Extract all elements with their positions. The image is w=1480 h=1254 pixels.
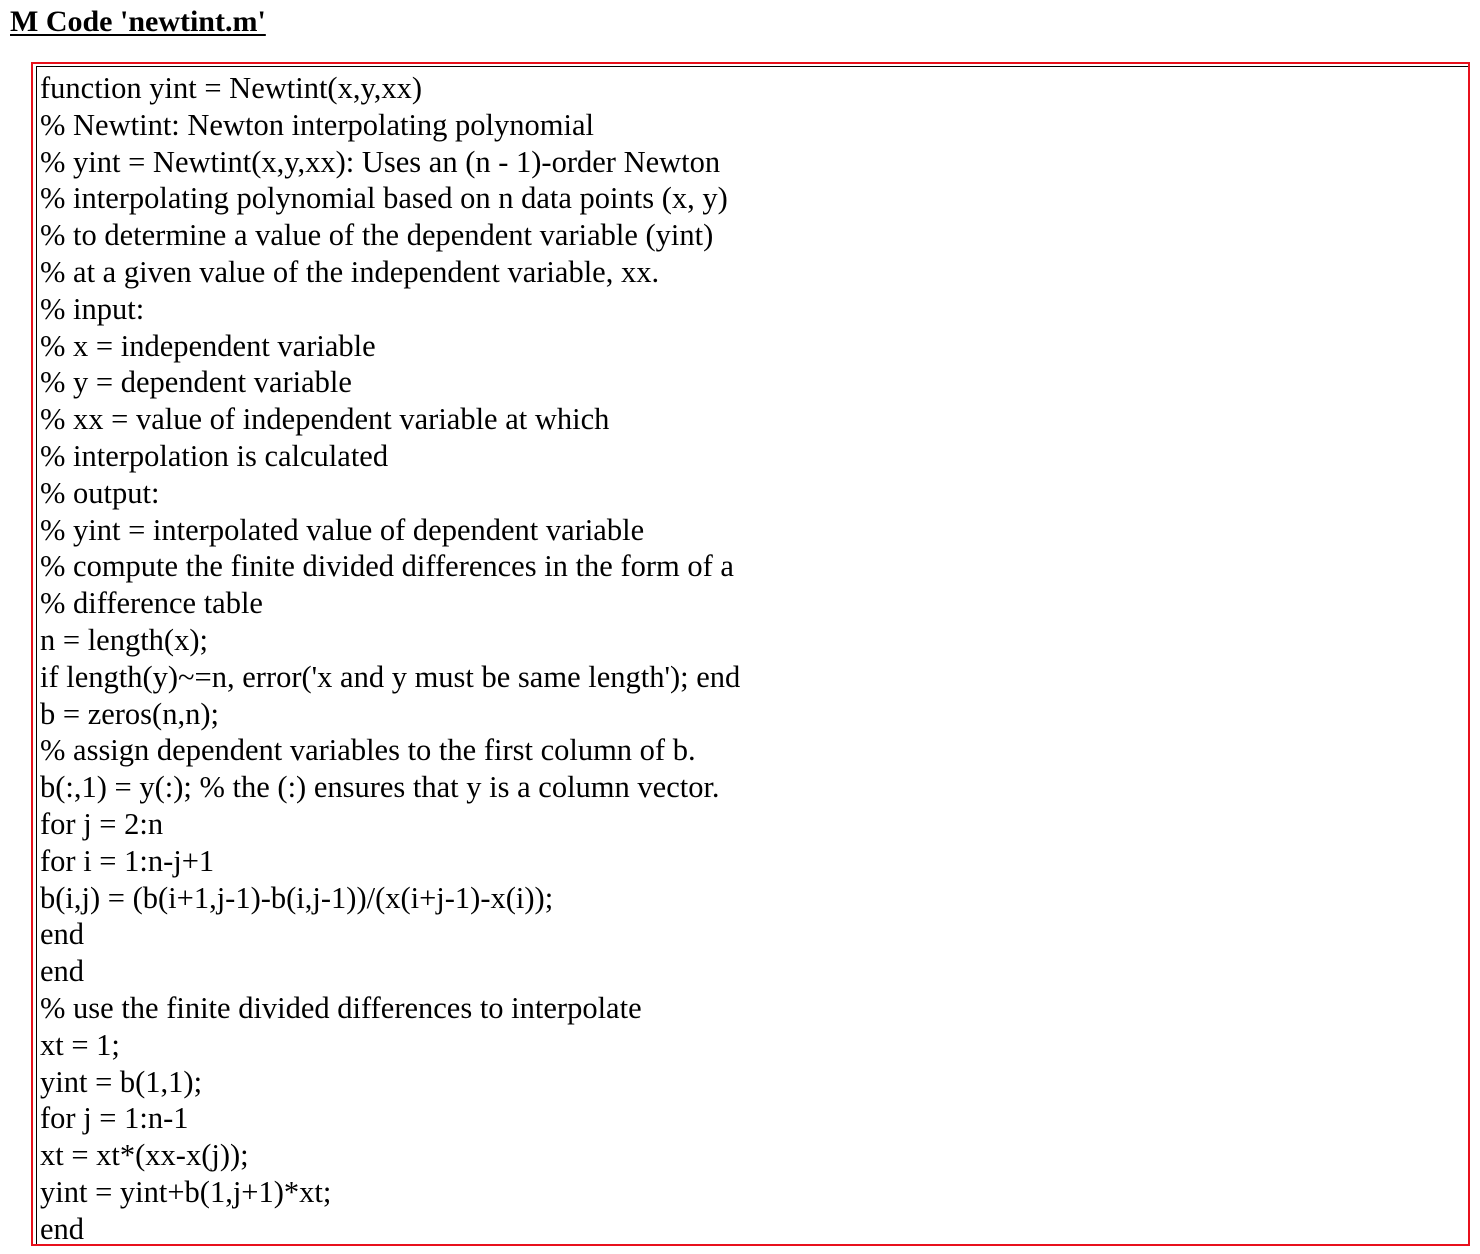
code-line: % input:: [40, 291, 145, 326]
code-line: % use the finite divided differences to interpolate: [40, 990, 642, 1025]
page-title: M Code 'newtint.m': [10, 5, 266, 38]
code-line: % y = dependent variable: [40, 365, 352, 400]
code-listing-box: [31, 62, 1470, 1246]
code-line: % interpolation is calculated: [40, 438, 389, 473]
code-line: % to determine a value of the dependent variable (yint): [40, 218, 714, 253]
code-line: xt = xt*(xx-x(j));: [40, 1138, 249, 1173]
code-lines: [40, 70, 740, 1248]
code-line: end: [40, 1211, 85, 1246]
code-line: yint = yint+b(1,j+1)*xt;: [40, 1174, 332, 1209]
code-line: b = zeros(n,n);: [40, 696, 219, 731]
code-line: for j = 1:n-1: [40, 1101, 189, 1136]
code-line: end: [40, 954, 85, 989]
code-line: % yint = interpolated value of dependent variable: [40, 512, 645, 547]
code-line: n = length(x);: [40, 622, 208, 657]
code-listing-inner-frame: [36, 66, 1468, 1244]
code-line: b(:,1) = y(:); % the (:) ensures that y is a column vector.: [40, 770, 720, 805]
code-line: % x = independent variable: [40, 328, 376, 363]
code-line: b(i,j) = (b(i+1,j-1)-b(i,j-1))/(x(i+j-1)-x(i));: [40, 880, 554, 915]
code-line: % difference table: [40, 586, 263, 621]
code-line: end: [40, 917, 85, 952]
code-line: if length(y)~=n, error('x and y must be same length'); end: [40, 659, 741, 694]
code-line: % assign dependent variables to the first column of b.: [40, 733, 696, 768]
code-line: % interpolating polynomial based on n data points (x, y): [40, 181, 728, 216]
code-line: for j = 2:n: [40, 806, 164, 841]
code-line: % xx = value of independent variable at which: [40, 402, 610, 437]
code-line: % at a given value of the independent variable, xx.: [40, 254, 660, 289]
code-line: % yint = Newtint(x,y,xx): Uses an (n - 1)-order Newton: [40, 144, 721, 179]
code-line: xt = 1;: [40, 1027, 120, 1062]
code-line: function yint = Newtint(x,y,xx): [40, 71, 423, 105]
code-line: % Newtint: Newton interpolating polynomial: [40, 107, 594, 142]
code-line: % compute the finite divided differences in the form of a: [40, 549, 734, 584]
code-line: yint = b(1,1);: [40, 1064, 203, 1099]
code-line: % output:: [40, 475, 160, 510]
code-line: for i = 1:n-j+1: [40, 843, 215, 878]
